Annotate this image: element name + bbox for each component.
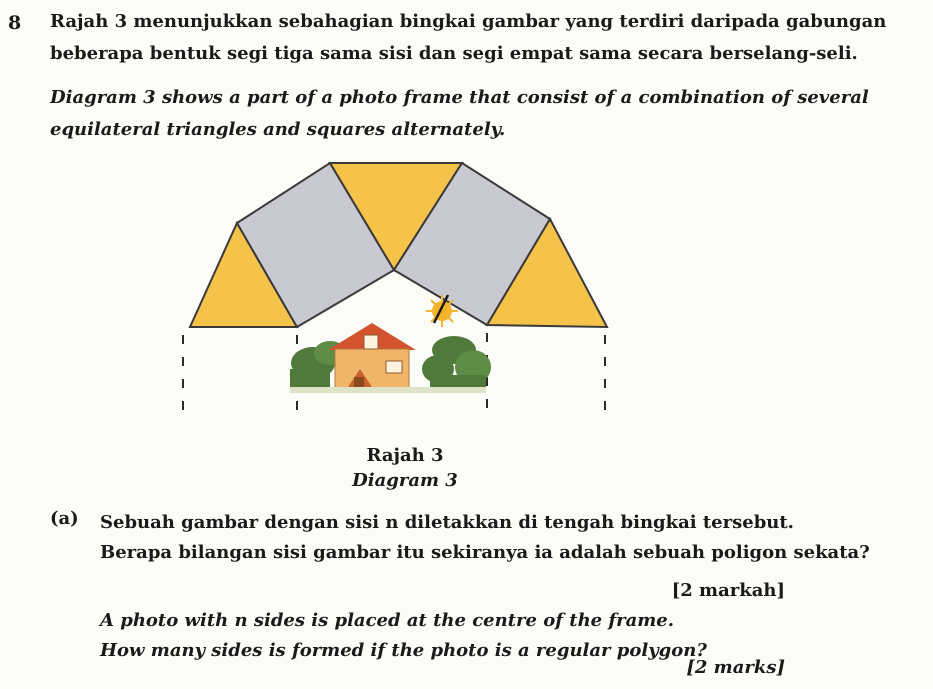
part-a-label: (a) xyxy=(50,508,79,529)
tree-right xyxy=(422,336,491,387)
part-a-english-line-1: A photo with n sides is placed at the centre of the frame. xyxy=(100,610,675,631)
question-english-line-2: equilateral triangles and squares alternately. xyxy=(50,119,506,140)
part-a-text-english xyxy=(100,606,707,666)
question-malay-line-2: beberapa bentuk segi tiga sama sisi dan segi empat sama secara berselang-seli. xyxy=(50,43,858,64)
diagram-caption-malay: Rajah 3 xyxy=(366,445,444,466)
part-a-malay-line-2: Berapa bilangan sisi gambar itu sekiranya ia adalah sebuah poligon sekata? xyxy=(100,542,870,563)
ground xyxy=(290,387,486,393)
question-text-malay xyxy=(50,6,886,70)
part-a-malay-line-1: Sebuah gambar dengan sisi n diletakkan di tengah bingkai tersebut. xyxy=(100,512,794,533)
part-a-english-line-2: How many sides is formed if the photo is a regular polygon? xyxy=(100,640,707,661)
diagram-caption-english: Diagram 3 xyxy=(352,470,458,491)
question-english-line-1: Diagram 3 shows a part of a photo frame that consist of a combination of several xyxy=(50,87,869,108)
photo-frame-diagram xyxy=(180,155,620,415)
house-icon xyxy=(328,323,416,389)
marks-malay: [2 markah] xyxy=(671,580,785,601)
marks-english: [2 marks] xyxy=(686,657,785,678)
question-malay-line-1: Rajah 3 menunjukkan sebahagian bingkai gambar yang terdiri daripada gabungan xyxy=(50,11,887,32)
question-text-english xyxy=(50,82,869,146)
question-number: 8 xyxy=(8,12,22,34)
part-a-text-malay xyxy=(100,508,870,568)
